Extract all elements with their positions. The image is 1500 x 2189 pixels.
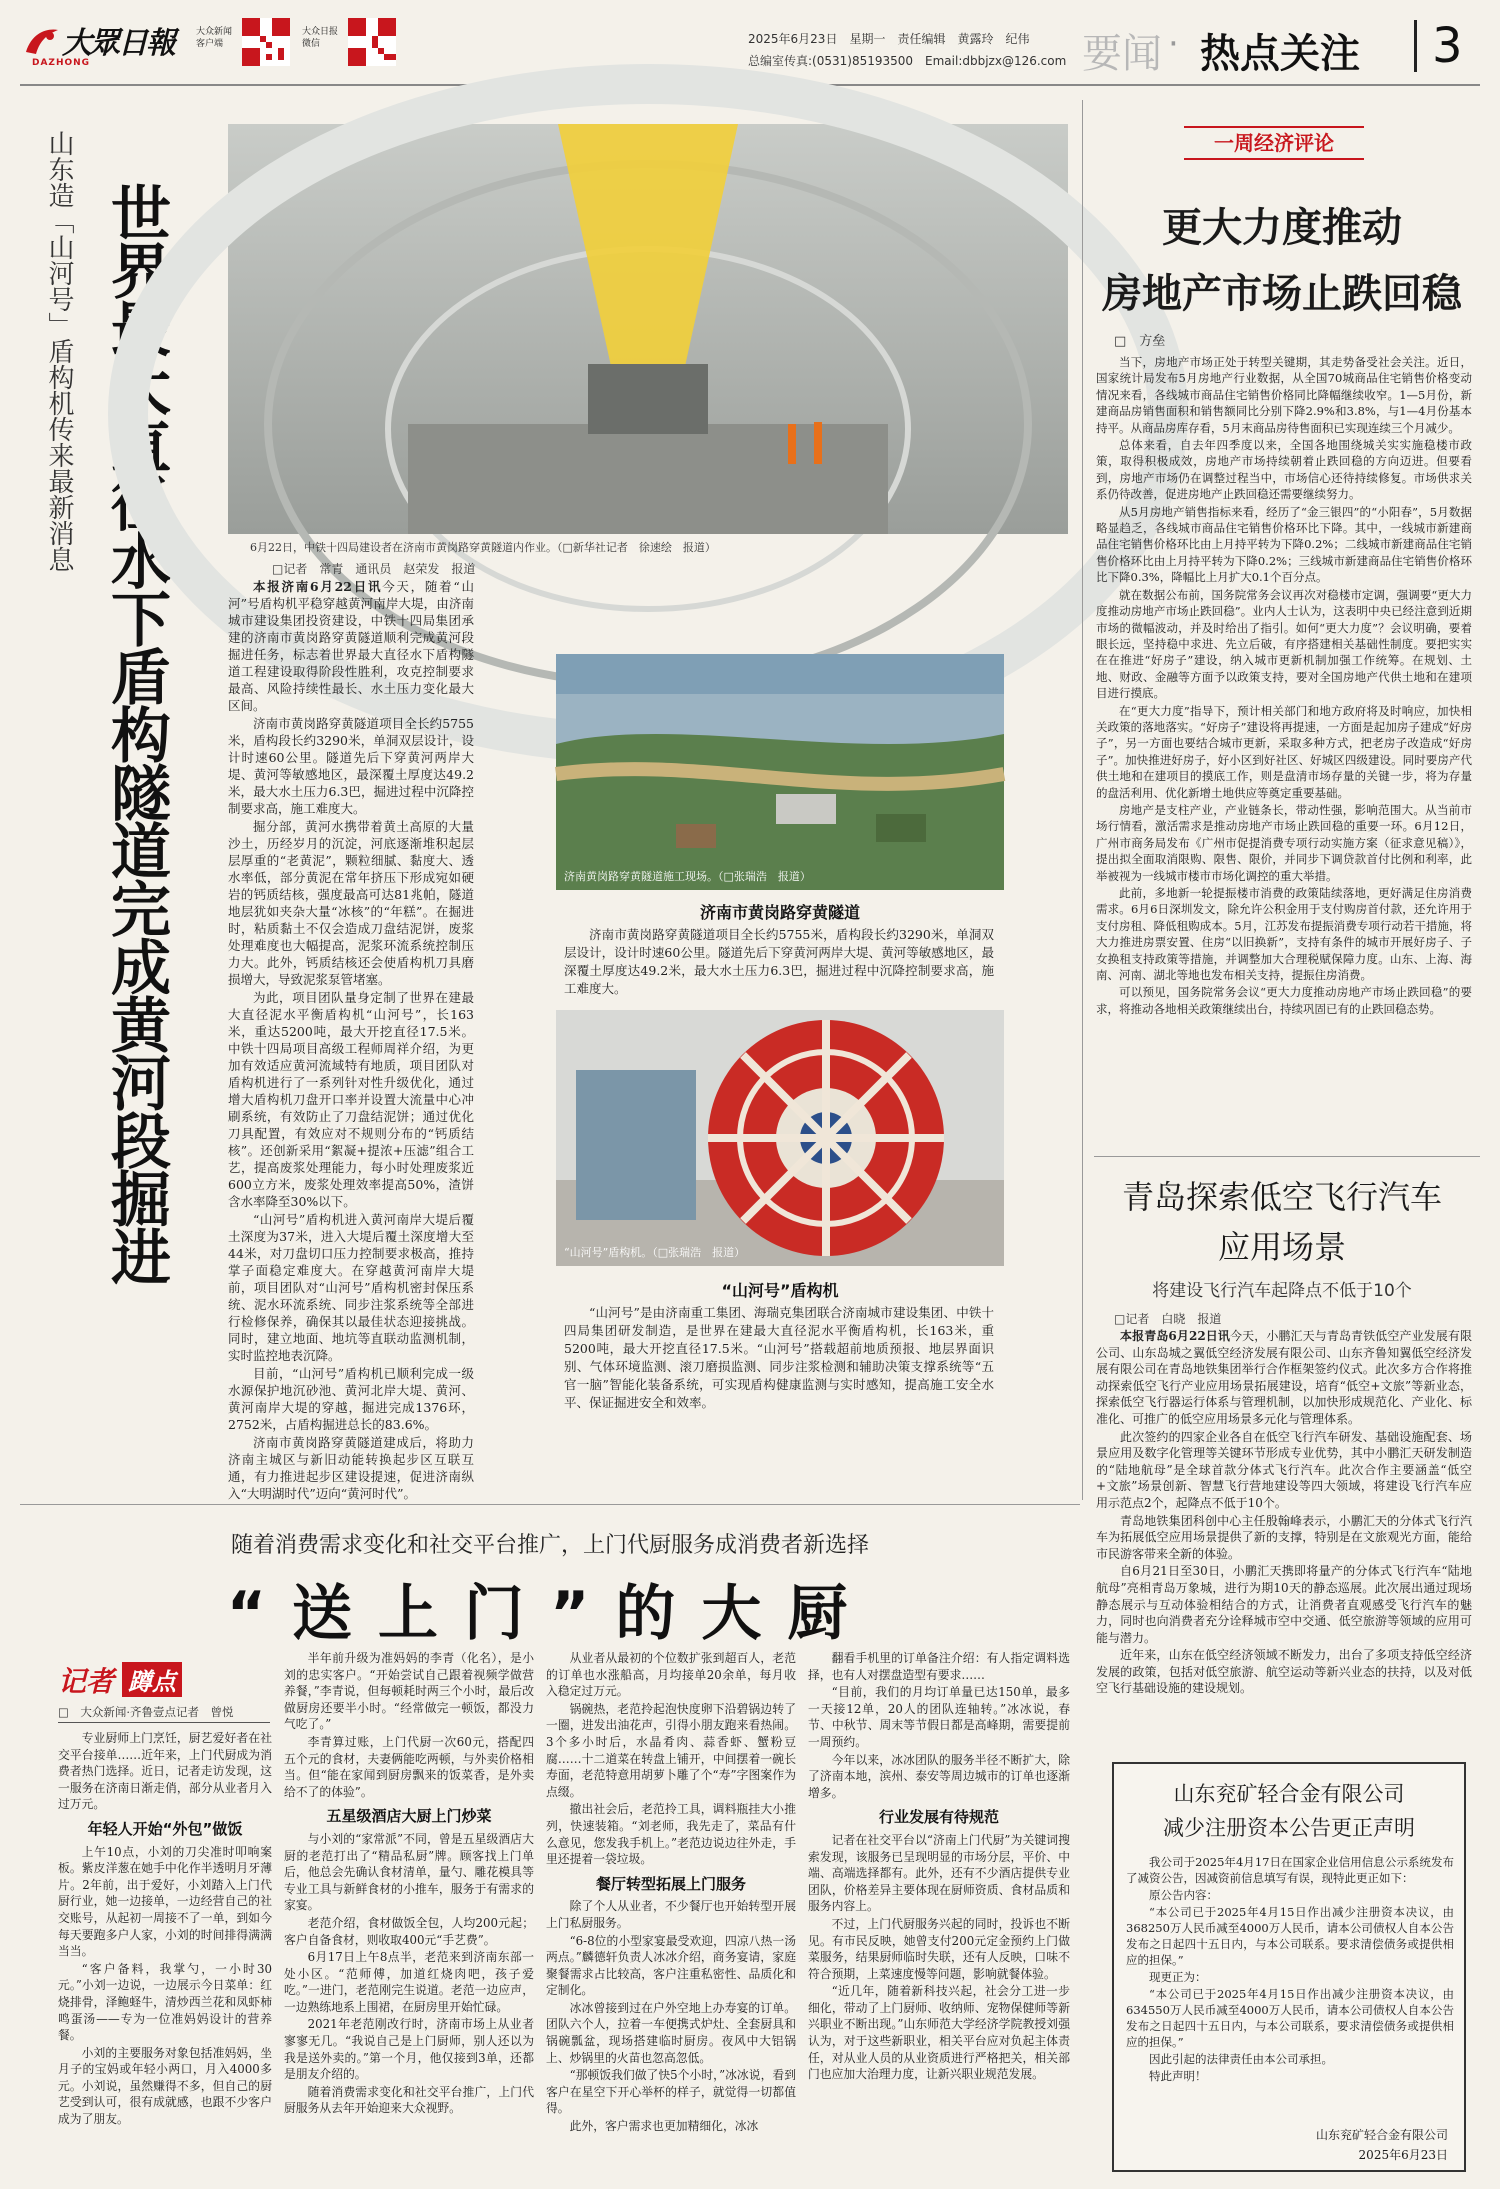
lead-dateline: 本报济南6月22日讯 [253,579,383,594]
feature-paragraph: “6-8位的小型家宴最受欢迎，四凉八热一汤两点。”麟德轩负责人冰冰介绍，商务宴请，家庭聚餐需求占比较高，客户注重私密性、品质化和定制化。 [546,1933,796,1998]
lead-paragraph: 目前，“山河号”盾构机已顺利完成一级水源保护地沉砂池、黄河北岸大堤、黄河、黄河南岸大堤的穿越，掘进完成1376环，2752米，占盾构掘进总长的83.6%。 [228,1366,474,1432]
notice-paragraph: “本公司已于2025年4月15日作出减少注册资本决议，由634550万人民币减至4000万人民币，请本公司债权人自本公告发布之日起四十五日内，与本公司联系，要求清偿债务或提供相应的担保。” [1126,1987,1454,2049]
feature-top-rule [20,1504,1080,1505]
feature-headline: “送上门”的大厨 [226,1579,874,1649]
econ-paragraph: 当下，房地产市场正处于转型关键期，其走势备受社会关注。近日，国家统计局发布5月房地产行业数据，从全国70城商品住宅销售价格变动情况来看，各线城市商品住宅销售价格同比降幅继续收窄。1—5月份，新建商品房销售面积和销售额同比分别下降2.9%和3.8%，与1—4月份基本持平。从商品房库存看，5月末商品房待售面积已实现连续三个月减少。 [1096,355,1472,435]
notice-paragraph: 现更正为： [1149,1970,1207,1984]
econ-bottom-rule [1094,1156,1480,1157]
feature-paragraph: 2021年老范刚改行时，济南市场上从业者寥寥无几。“我说自己是上门厨师，别人还以为我是送外卖的。”第一个月，他仅接到3单，还都是朋友介绍的。 [284,2017,534,2082]
econ-paragraph: 总体来看，自去年四季度以来，全国各地围绕城关实实施稳楼市政策，取得积极成效，房地产市场持续朝着止跌回稳的方向迈进。但要看到，房地产市场仍在调整过程当中，市场信心还待持续修复。市场供求关系仍待改善，促进房地产止跌回稳还需要继续努力。 [1096,438,1472,502]
date-line: 2025年6月23日 星期一 责任编辑 黄露玲 纪伟 [748,32,1030,46]
reporter-label-a: 记者 [58,1665,115,1698]
feature-paragraph: 从业者从最初的个位数扩张到超百人，老范的订单也水涨船高，月均接单20余单，每月收入稳定过万元。 [546,1651,796,1699]
feature-paragraph: 不过，上门代厨服务兴起的同时，投诉也不断见。有市民反映，她曾支付200元定金预约上门做菜服务，结果厨师临时失联，还有人反映，口味不符合预期，上菜速度慢等问题，影响就餐体验。 [808,1916,1070,1981]
econ-title-1: 更大力度推动 [1162,204,1402,251]
feature-paragraph: 记者在社交平台以“济南上门代厨”为关键词搜索发现，该服务已呈现明显的市场分层，平价、中端、高端选择都有。此外，还有不少酒店提供专业团队，价格差异主要体现在厨师资质、食材品质和服务内容上。 [808,1832,1070,1914]
qr-wechat-label: 大众日报微信 [302,27,339,49]
feature-paragraph: 随着消费需求变化和社交平台推广，上门代厨服务从去年开始迎来大众视野。 [284,2084,534,2116]
aerial-photo-caption: 济南黄岗路穿黄隧道施工现场。（□张瑞浩 报道） [564,870,811,883]
qr-code-icon [348,18,396,66]
feature-paragraph: “客户备料，我掌勺，一小时30元。”小刘一边说，一边展示今日菜单：红烧排骨，泽鲍蛏牛，清炒西兰花和凤虾柿鸣蛋汤——专为一位准妈妈设计的营养餐。 [58,1961,272,2043]
tbm-box-text: “山河号”是由济南重工集团、海瑞克集团联合济南城市建设集团、中铁十四局集团研发制造，是世界在建最大直径泥水平衡盾构机，长163米，重5200吨，最大开挖直径17.5米。“山河号”搭载超前地质预报、地层界面识别、气体环境监测、滚刀磨损监测、同步注浆检测和辅助决策支撑系统等“五官一脑”智能化装备系统，可实现盾构健康监测与实时感知，提高施工安全水平、保证掘进安全和效率。 [564,1305,994,1410]
feature-col-1 [58,1730,272,2170]
econ-body [1096,354,1472,1144]
qingdao-title-1: 青岛探索低空飞行汽车 [1121,1178,1442,1216]
lead-paragraph: 为此，项目团队量身定制了世界在建最大直径泥水平衡盾构机“山河号”，长163米，重达5200吨，最大开挖直径17.5米。中铁十四局项目高级工程师周祥介绍，为更加有效适应黄河流域特有地质，项目团队对盾构机进行了一系列针对性升级优化，通过增大盾构机刀盘开口率并设置大流量中心冲刷系统，有效防止了刀盘结泥饼；通过优化刀具配置，有效应对不规则分布的“钙质结核”。还创新采用“絮凝+提浓+压滤”组合工艺，提高废浆处理能力，每小时处理废浆近600立方米，废浆处理效率提高50%，渣饼含水率降至30%以下。 [228,990,474,1209]
notice-signer: 山东兖矿轻合金有限公司 [1315,2128,1448,2142]
logo-text: 大眾日報 [62,26,174,61]
feature-intro: 专业厨师上门烹饪，厨艺爱好者在社交平台接单……近年来，上门代厨成为消费者热门选择。近日，记者走访发现，这一服务在济南日渐走俏，部分从业者月入过万元。 [58,1731,272,1812]
lead-paragraph: 济南市黄岗路穿黄隧道项目全长约5755米，盾构段长约3290米，单洞双层设计，设计时速60公里。隧道先后下穿黄河两岸大堤、黄河等敏感地区，最深覆土厚度达49.2米，最大水土压力6.3巴，掘进过程中沉降控制要求高，施工难度大。 [228,716,474,816]
feature-paragraph: 锅碗热，老范拎起泡快度卵下沿碧锅边转了一圈，进发出油花声，引得小朋友跑来看热闹。3个多小时后，水晶肴肉、蒜香虾、蟹粉豆腐……十二道菜在转盘上铺开，中间摆着一碗长寿面，老范特意用胡萝卜雕了个“寿”字图案作为点缀。 [546,1701,796,1799]
feature-byline-rule [58,1722,270,1723]
notice-paragraph: 特此声明！ [1149,2069,1207,2083]
feature-col-2 [284,1650,534,2170]
feature-paragraph: 与小刘的“家常派”不同，曾是五星级酒店大厨的老范打出了“精品私厨”牌。顾客找上门单后，他总会先确认食材清单，量勺、雕花模具等专业工具与新鲜食材的小推车，服务于有需求的家宴。 [284,1831,534,1913]
feature-paragraph: “那顿饭我们做了快5个小时，”冰冰说，看到客户在星空下开心举杯的样子，就觉得一切都值得。 [546,2068,796,2116]
econ-paragraph: 此前，多地新一轮提振楼市消费的政策陆续落地，更好满足住房消费需求。6月6日深圳发文，除允许公积金用于支付购房首付款，还允许用于支付房租、降低租购成本。5月，江苏发布提振消费专项行动若干措施，将大力推进房票安置、住房“以旧换新”，支持有条件的城市开展好房子、子女换租支持政策等措施，并调整加大合理税赋保障力度。山东、上海、海南、河南、湖北等地也发布相关支持，提振住房消费。 [1096,886,1472,983]
econ-column-label [1184,126,1364,160]
tunnel-photo [228,124,1068,534]
econ-paragraph: 在“更大力度”指导下，预计相关部门和地方政府将及时响应，加快相关政策的落地落实。“好房子”建设将再提速，一方面是起加房子建成“好房子”，另一方面也要结合城市更新，采取多种方式，把老房子改造成“好房子”。加快推进好房子，好小区到好社区、好城区四级建设。同时要房产代供土地和在建项目的摸底工作，则是盘清市场存量的关键一步，将为存量的盘活利用、优化新增土地供应等奠定重要基础。 [1096,703,1472,800]
lead-byline: □记者 常青 通讯员 赵荣发 报道 [272,562,476,576]
econ-paragraph: 可以预见，国务院常务会议“更大力度推动房地产市场止跌回稳”的要求，将推动各地相关政策继续出台，持续巩固已有的止跌回稳态势。 [1096,985,1472,1016]
notice-date: 2025年6月23日 [1358,2148,1448,2162]
lead-kicker: 山东造「山河号」盾构机传来最新消息 [44,130,74,572]
qingdao-dateline: 本报青岛6月22日讯 [1120,1329,1230,1343]
feature-paragraph: 老范介绍，食材做饭全包，人均200元起；客户自备食材，则收取400元“手艺费”。 [284,1915,534,1947]
masthead [0,0,1500,80]
econ-paragraph: 就在数据公布前，国务院常务会议再次对稳楼市定调，强调要“更大力度推动房地产市场止跌回稳”。业内人士认为，这表明中央已经注意到近期市场的微幅波动，并及时给出了指引。如何“更大力度”？会议明确，要着眼长远，坚持稳中求进、先立后破，有序搭建相关基础性制度。要把实实在在推进“好房子”建设，纳入城市更新机制加强工作统筹。在规划、土地、财政、金融等方面予以政策支持，要对全国房地产代供土地和在建项目进行摸底。 [1096,587,1472,701]
section-dot: · [1168,24,1179,64]
feature-sec3-title: 餐厅转型拓展上门服务 [595,1874,746,1893]
page-number: 3 [1432,18,1463,74]
qingdao-paragraph: 近年来，山东在低空经济领域不断发力，出台了多项支持低空经济发展的政策，包括对低空旅游、航空运动等新兴业态的扶持，以及对低空飞行基础设施的建设规划。 [1096,1648,1472,1696]
qingdao-subtitle: 将建设飞行汽车起降点不低于10个 [1152,1281,1412,1301]
reporter-label-b: 蹲点 [122,1662,182,1697]
feature-paragraph: 半年前升级为准妈妈的李青（化名），是小刘的忠实客户。“开始尝试自己跟着视频学做营养餐，”李青说，但每顿耗时两三个小时，最后改做厨房还要半小时。“经常做完一顿饭，都没力气吃了。” [284,1651,534,1732]
econ-paragraph: 房地产是支柱产业，产业链条长，带动性强，影响范围大。从当前市场行情看，激活需求是推动房地产市场止跌回稳的重要一环。6月12日，广州市商务局发布《广州市促提消费专项行动实施方案（征求意见稿）》，提出拟全面取消限购、限售、限价，并同步下调贷款首付比例和利率，此举被视为一线城市楼市市场化调控的重大举措。 [1096,802,1472,883]
feature-deck: 随着消费需求变化和社交平台推广，上门代厨服务成消费者新选择 [230,1533,869,1558]
shield-machine-icon [556,1010,1004,1266]
qingdao-title-2: 应用场景 [1217,1228,1346,1266]
notice-paragraph: 因此引起的法律责任由本公司承担。 [1149,2052,1333,2066]
section-left: 要闻 [1082,31,1162,77]
feature-sec1-title: 年轻人开始“外包”做饭 [87,1819,243,1838]
feature-sec2-title: 五星级酒店大厨上门炒菜 [326,1807,492,1826]
feature-paragraph: 今年以来，冰冰团队的服务半径不断扩大，除了济南本地，滨州、泰安等周边城市的订单也逐渐增多。 [808,1752,1070,1800]
notice-paragraph: 我公司于2025年4月17日在国家企业信用信息公示系统发布了减资公告，因减资前信息填写有误，现特此更正如下： [1126,1855,1454,1885]
feature-byline: □ 大众新闻·齐鲁壹点记者 曾悦 [58,1705,234,1719]
econ-column-label-text: 一周经济评论 [1214,131,1334,155]
notice-paragraph: “本公司已于2025年4月15日作出减少注册资本决议，由368250万人民币减至4000万人民币，请本公司债权人自本公告发布之日起四十五日内，与本公司联系。要求清偿债务或提供相应的担保。” [1126,1905,1454,1967]
contact-line: 总编室传真:(0531)85193500 Email:dbbjzx@126.com [748,54,1067,68]
feature-paragraph: 冰冰曾接到过在户外空地上办寿宴的订单。团队六个人，拉着一车便携式炉灶、全套厨具和锅碗瓢盆，现场搭建临时厨房。夜风中大铝锅上、炒锅里的火苗也忽高忽低。 [546,2000,796,2065]
qr-code-icon [242,18,290,66]
feature-paragraph: 翻看手机里的订单备注介绍：有人指定调料选择，也有人对摆盘造型有要求…… [808,1651,1070,1682]
qingdao-byline: □记者 白晓 报道 [1114,1312,1222,1326]
section-right: 热点关注 [1200,31,1360,77]
lead-paragraph: “山河号”盾构机进入黄河南岸大堤后覆土深度为37米，进入大堤后覆土深度增大至44米，对刀盘切口压力控制要求极高，推持掌子面稳定难度大。在穿越黄河南岸大堤前，项目团队对“山河号”盾构机密封保压系统、泥水环流系统、同步注浆系统等全部进行检修保养，确保其以最佳状态迎接挑战。同时，建立地面、地坑等直联动监测机制，实时监控地表沉降。 [228,1212,474,1363]
logo-mark-icon [22,22,62,62]
econ-byline: □ 方垒 [1114,334,1166,349]
mid-box-text: 济南市黄岗路穿黄隧道项目全长约5755米，盾构段长约3290米，单洞双层设计，设计时速60公里。隧道先后下穿黄河两岸大堤、黄河等敏感地区，最深覆土厚度达49.2米，最大水土压力6.3巴，掘进过程中沉降控制要求高，施工难度大。 [564,927,994,996]
econ-title-2: 房地产市场止跌回稳 [1102,270,1462,317]
tbm-photo-caption: “山河号”盾构机。（□张瑞浩 报道） [564,1246,746,1259]
notice-body [1126,1854,1454,2114]
tunnel-photo-caption: 6月22日，中铁十四局建设者在济南市黄岗路穿黄隧道内作业。（□新华社记者 徐速绘 报道） [250,541,716,554]
reporter-label [58,1660,208,1698]
feature-sec4-title: 行业发展有待规范 [878,1808,999,1827]
aerial-icon [556,654,1004,890]
aerial-photo [556,654,1004,890]
qingdao-paragraph: 青岛地铁集团科创中心主任殷翰峰表示，小鹏汇天的分体式飞行汽车为拓展低空应用场景提供了新的支撑，特别是在文旅观光方面，能给市民游客带来全新的体验。 [1096,1513,1472,1561]
econ-paragraph: 从5月房地产销售指标来看，经历了“金三银四”的“小阳春”，5月数据略显趋乏，各线城市商品住宅销售价格环比下降。其中，一线城市新建商品住宅销售价格环比由上月持平转为下降0.2%；二线城市新建商品住宅销售价格环比由上月持平转为下降0.2%；三线城市新建商品住宅销售价格环比下降0.3%，降幅比上月扩大0.1个百分点。 [1096,504,1472,585]
notice-title-1: 山东兖矿轻合金有限公司 [1173,1782,1405,1806]
feature-col-3 [546,1650,796,2170]
feature-paragraph: 小刘的主要服务对象包括准妈妈，坐月子的宝妈或年轻小两口，月入4000多元。小刘说，虽然赚得不多，但自己的厨艺受到认可，很有成就感，也跟不少客户成为了朋友。 [58,2045,272,2127]
lead-headline: 世界最大直径水下盾构隧道完成黄河段掘进 [101,182,171,1284]
feature-paragraph: 除了个人从业者，不少餐厅也开始转型开展上门私厨服务。 [546,1899,796,1930]
qr-app-label: 大众新闻客户端 [196,27,233,49]
feature-paragraph: “近几年，随着新科技兴起，社会分工进一步细化，带动了上门厨师、收纳师、宠物保健师等新兴职业不断出现。”山东师范大学经济学院教授刘强认为，对于这些新职业，相关平台应对负起主体责任，对从业人员的从业资质进行严格把关，相关部门也应加大治理力度，让新兴职业规范发展。 [808,1984,1070,2082]
qingdao-paragraph: 自6月21日至30日，小鹏汇天携即将量产的分体式飞行汽车“陆地航母”亮相青岛万象城，进行为期10天的静态巡展。此次展出通过现场静态展示与互动体验相结合的方式，让消费者直观感受飞行汽车的魅力，同时也向消费者充分诠释城市空中交通、低空旅游等领域的应用可能与潜力。 [1096,1564,1472,1645]
feature-paragraph: 李青算过账，上门代厨一次60元，搭配四五个元的食材，夫妻俩能吃两顿，与外卖价格相当。但“能在家闻到厨房飘来的饭菜香，是外卖给不了的体验”。 [284,1734,534,1799]
qingdao-body: 本报青岛6月22日讯今天，小鹏汇天与青岛青铁低空产业发展有限公司、山东岛城之翼低空经济发展有限公司、山东齐鲁知翼低空经济发展有限公司在青岛地铁集团举行合作框架签约仪式。此次多方合作将推动探索低空飞行产业应用场景拓展建设，培育“低空+文旅”等新业态，探索低空飞行器运行体系与管理机制，以加快形成规范化、产业化、标准化、可推广的低空应用场景多元化与管理体系。 此次签约的四家企业各自在低空飞行汽车研发、基础设施配套、场景应用及数字化管理等关键环节形成专业优势，其中小鹏汇天研发制造的“陆地航母”是全球首款分体式飞行汽车。此次合作主要涵盖“低空+文旅”场景创新、智慧飞行营地建设等四大领域，将建设飞行汽车应用示范点2个，起降点不低于10个。 青岛地铁集团科创中心主任殷翰峰表示，小鹏汇天的分体式飞行汽车为拓展低空应用场景提供了新的支撑，特别是在文旅观光方面，能给市民游客带来全新的体验。 自6月21日至30日，小鹏汇天携即将量产的分体式飞行汽车“陆地航母”亮相青岛万象城，进行为期10天的静态巡展。此次展出通过现场静态展示与互动体验相结合的方式，让消费者直观感受飞行汽车的魅力，同时也向消费者充分诠释城市空中交通、低空旅游等领域的应用可能与潜力。 近年来，山东在低空经济领域不断发力，出台了多项支持低空经济发展的政策，包括对低空旅游、航空运动等新兴业态的扶持，以及对低空飞行基础设施的建设规划。 [1096,1329,1472,1696]
notice-title-2: 减少注册资本公告更正声明 [1163,1816,1415,1840]
lead-paragraph: 济南市黄岗路穿黄隧道建成后，将助力济南主城区与新旧动能转换起步区互联互通，有力推进起步区建设提速，促进济南纵入“大明湖时代”迈向“黄河时代”。 [228,1435,474,1501]
correction-notice [1112,1762,1466,2172]
lead-body: 本报济南6月22日讯今天，随着“山河”号盾构机平稳穿越黄河南岸大堤，由济南城市建设集团投资建设，中铁十四局集团承建的济南市黄岗路穿黄隧道顺利完成黄河段掘进任务，标志着世界最大直径水下盾构隧道工程建设取得阶段性胜利，攻克控制要求最高、风险持续性最长、水土压力变化最大区间。 济南市黄岗路穿黄隧道项目全长约5755米，盾构段长约3290米，单洞双层设计，设计时速60公里。隧道先后下穿黄河两岸大堤、黄河等敏感地区，最深覆土厚度达49.2米，最大水土压力6.3巴，掘进过程中沉降控制要求高，施工难度大。 掘分部，黄河水携带着黄土高原的大量沙土，历经岁月的沉淀，河底逐渐堆积起层层厚重的“老黄泥”，颗粒细腻、黏度大、透水率低，部分黄泥在常年挤压下形成宛如硬岩的钙质结核，强度最高可达81兆帕，隧道地层犹如夹杂大量“冰核”的“年糕”。在掘进时，粘质黏土不仅会造成刀盘结泥饼，废浆处理难度也大幅提高，泥浆环流系统控制压力大。此外，钙质结核还会使盾构机刀具磨损增大，导致泥浆泵管堵塞。 为此，项目团队量身定制了世界在建最大直径泥水平衡盾构机“山河号”，长163米，重达5200吨，最大开挖直径17.5米。中铁十四局项目高级工程师周祥介绍，为更加有效适应黄河流域特有地质，项目团队对盾构机进行了一系列针对性升级优化，通过增大盾构机刀盘开口率并设置大流量中心冲刷系统，有效防止了刀盘结泥饼；通过优化刀具配置，有效应对不规则分布的“钙质结核”。还创新采用“絮凝+提浓+压滤”组合工艺，提高废浆处理能力，每小时处理废浆近600立方米，废浆处理效率提高50%，渣饼含水率降至30%以下。 “山河号”盾构机进入黄河南岸大堤后覆土深度为37米，进入大堤后覆土深度增大至44米，对刀盘切口压力控制要求极高，推持掌子面稳定难度大。在穿越黄河南岸大堤前，项目团队对“山河号”盾构机密封保压系统、泥水环流系统、同步注浆系统等全部进行检修保养，确保其以最佳状态迎接挑战。同时，建立地面、地坑等直联动监测机制，实时监控地表沉降。 目前，“山河号”盾构机已顺利完成一级水源保护地沉砂池、黄河北岸大堤、黄河、黄河南岸大堤的穿越，掘进完成1376环，2752米，占盾构掘进总长的83.6%。 济南市黄岗路穿黄隧道建成后，将助力济南主城区与新旧动能转换起步区互联互通，有力推进起步区建设提速，促进济南纵入“大明湖时代”迈向“黄河时代”。 [228,579,474,1501]
notice-paragraph: 原公告内容： [1149,1888,1218,1902]
mid-box-title: 济南市黄岗路穿黄隧道 [699,903,860,922]
column-divider [1082,100,1083,1500]
page-number-divider [1414,20,1417,72]
qingdao-paragraph: 此次签约的四家企业各自在低空飞行汽车研发、基础设施配套、场景应用及数字化管理等关键环节形成专业优势，其中小鹏汇天研发制造的“陆地航母”是全球首款分体式飞行汽车。此次合作主要涵盖“低空+文旅”场景创新、智慧飞行营地建设等四大领域，将建设飞行汽车应用示范点2个，起降点不低于10个。 [1096,1429,1472,1510]
lead-paragraph: 掘分部，黄河水携带着黄土高原的大量沙土，历经岁月的沉淀，河底逐渐堆积起层层厚重的“老黄泥”，颗粒细腻、黏度大、透水率低，部分黄泥在常年挤压下形成宛如硬岩的钙质结核，强度最高可达81兆帕，隧道地层犹如夹杂大量“冰核”的“年糕”。在掘进时，粘质黏土不仅会造成刀盘结泥饼，废浆处理难度也大幅提高，泥浆环流系统控制压力大。此外，钙质结核还会使盾构机刀具磨损增大，导致泥浆泵管堵塞。 [228,819,474,987]
feature-paragraph: 撤出社会后，老范拎工具，调料瓶挂大小推列，快速装箱。“刘老师，我先走了，菜品有什么意见，您发我手机上。”老范边说边往外走，手里还提着一袋垃圾。 [546,1802,796,1867]
feature-col-4 [808,1650,1070,2170]
feature-paragraph: 此外，客户需求也更加精细化，冰冰 [569,2119,759,2134]
newspaper-logo [22,18,182,72]
tunnel-icon [228,124,1068,534]
logo-english: DAZHONG [32,58,91,68]
tbm-photo [556,1010,1004,1266]
tbm-box-title: “山河号”盾构机 [721,1281,839,1300]
feature-paragraph: “目前，我们的月均订单量已达150单，最多一天接12单，20人的团队连轴转。”冰冰说，春节、中秋节、周末等节假日都是高峰期，需要提前一周预约。 [808,1685,1070,1749]
feature-paragraph: 6月17日上午8点半，老范来到济南东部一处小区。“范师傅，加道红烧肉吧，孩子爱吃。”一进门，老范刚完生说道。老范一边应声，一边熟练地系上围裙，在厨房里开始忙碌。 [284,1950,534,2014]
feature-paragraph: 上午10点，小刘的刀尖准时叩响案板。紫皮洋葱在她手中化作半透明月牙薄片。2年前，出于爱好，小刘踏入上门代厨行业，她一边接单，一边经营自己的社交账号，从起初一周接不了一单，到如今每天要跑多户人家，小刘的时间排得满满当当。 [58,1844,272,1959]
